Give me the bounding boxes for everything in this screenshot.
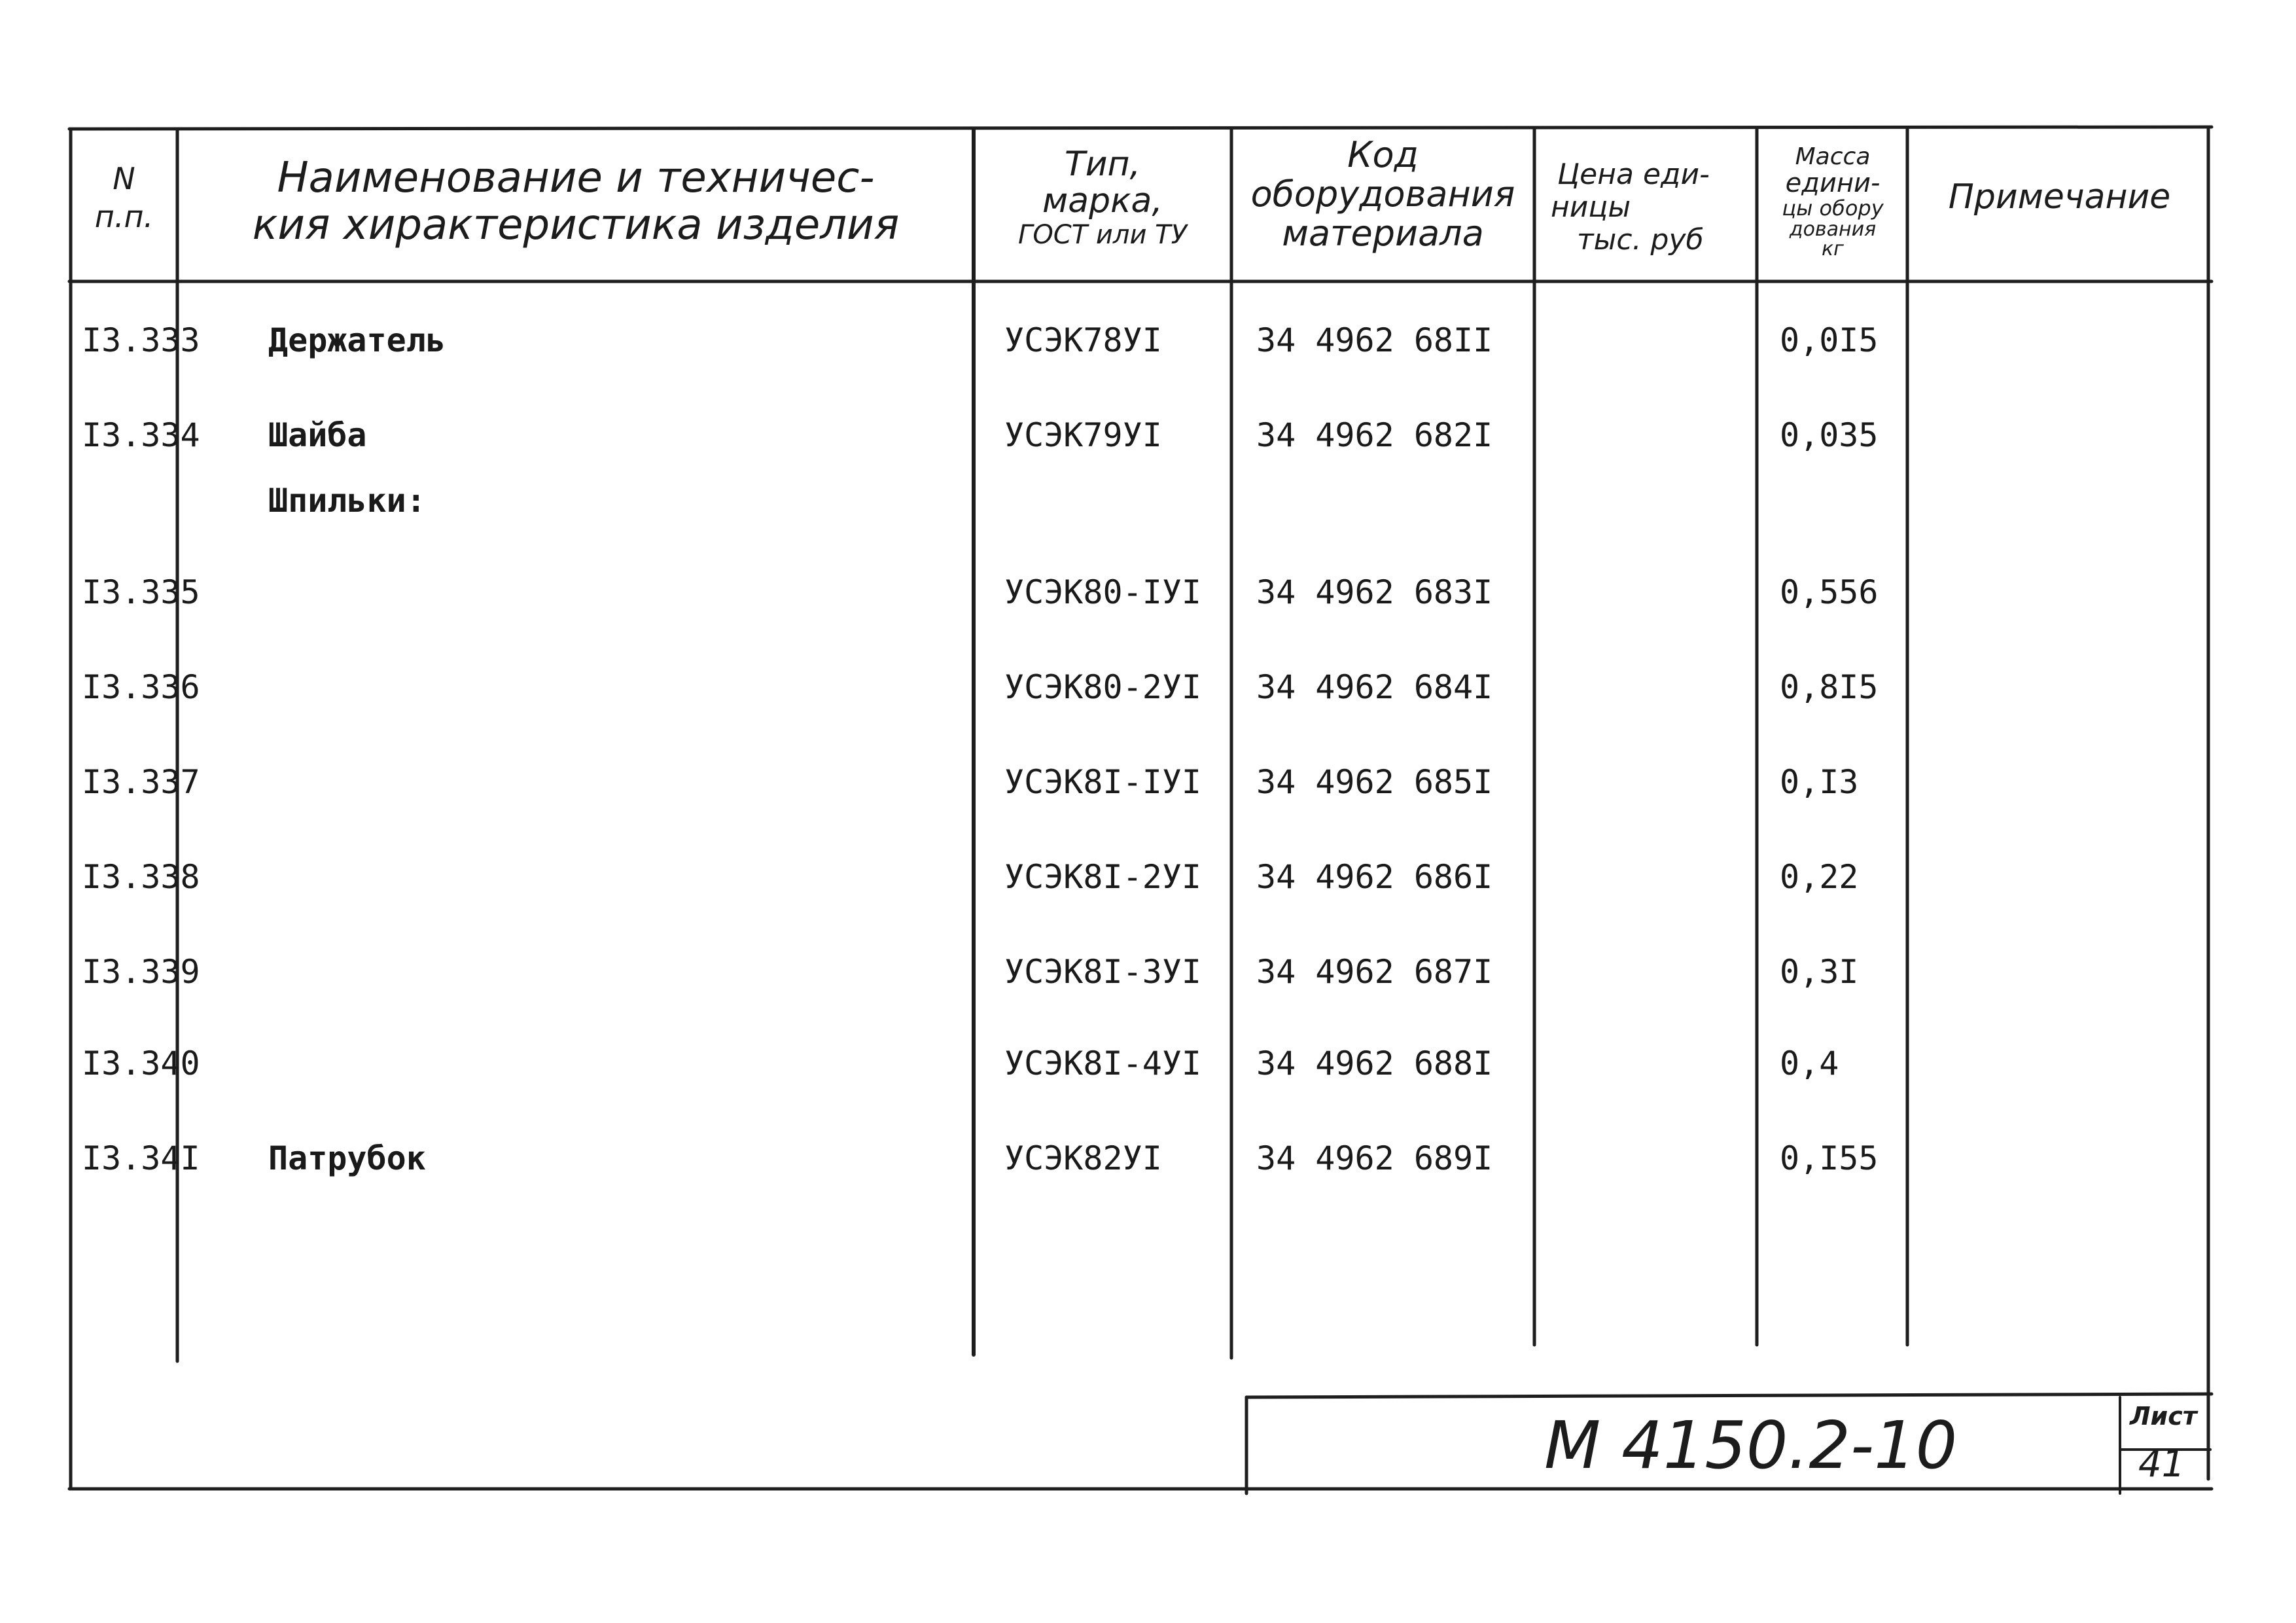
row-mass: 0,I3 — [1780, 763, 1859, 801]
row-num: I3.34I — [82, 1139, 200, 1177]
header-price — [1538, 160, 1754, 255]
header-mass-line1: Масса — [1795, 143, 1871, 170]
header-type — [976, 147, 1229, 248]
header-type-line1: Тип, — [1064, 145, 1141, 184]
header-code-line2: оборудования — [1250, 173, 1515, 215]
row-name: Шайба — [268, 416, 367, 454]
header-code — [1234, 134, 1532, 254]
row-num: I3.333 — [82, 321, 200, 359]
document-designation: М 4150.2-10 — [1544, 1407, 1958, 1484]
row-num: I3.334 — [82, 416, 200, 454]
row-mass: 0,8I5 — [1780, 668, 1879, 706]
row-mass: 0,0I5 — [1780, 321, 1879, 359]
row-code: 34 4962 682I — [1256, 416, 1493, 454]
header-name-line2: кия хирактеристика изделия — [252, 201, 900, 249]
row-num: I3.337 — [82, 763, 200, 801]
header-mass-line5: кг — [1822, 238, 1844, 260]
header-mass-line4: дования — [1789, 218, 1877, 241]
header-mass-line2: едини- — [1785, 168, 1881, 198]
row-mass: 0,4 — [1780, 1044, 1839, 1082]
row-type: УСЭК8I-4УI — [1004, 1044, 1202, 1082]
row-mass: 0,556 — [1780, 573, 1879, 611]
row-type: УСЭК8I-2УI — [1004, 858, 1202, 896]
row-type: УСЭК79УI — [1004, 416, 1162, 454]
header-num — [73, 161, 175, 234]
header-name — [183, 154, 968, 249]
header-price-line3: тыс. руб — [1577, 223, 1704, 257]
row-type: УСЭК82УI — [1004, 1139, 1162, 1177]
row-type: УСЭК8I-IУI — [1004, 763, 1202, 801]
row-num: I3.339 — [82, 953, 200, 991]
row-type: УСЭК8I-3УI — [1004, 953, 1202, 991]
row-name: Держатель — [268, 321, 446, 359]
row-code: 34 4962 686I — [1256, 858, 1493, 896]
header-type-line2: марка, — [1042, 181, 1163, 221]
header-code-line3: материала — [1282, 213, 1484, 254]
row-name: Патрубок — [268, 1139, 426, 1177]
row-code: 34 4962 684I — [1256, 668, 1493, 706]
header-mass-line3: цы обору — [1782, 196, 1884, 221]
row-code: 34 4962 68II — [1256, 321, 1493, 359]
row-num: I3.340 — [82, 1044, 200, 1082]
row-num: I3.335 — [82, 573, 200, 611]
header-price-line2: ницы — [1551, 190, 1631, 224]
sheet-label: Лист — [2130, 1402, 2197, 1431]
row-type: УСЭК78УI — [1004, 321, 1162, 359]
row-type: УСЭК80-2УI — [1004, 668, 1202, 706]
row-type: УСЭК80-IУI — [1004, 573, 1202, 611]
row-code: 34 4962 689I — [1256, 1139, 1493, 1177]
row-code: 34 4962 685I — [1256, 763, 1493, 801]
header-name-line1: Наименование и техничес- — [277, 154, 875, 202]
row-code: 34 4962 687I — [1256, 953, 1493, 991]
header-code-line1: Код — [1347, 134, 1419, 175]
row-mass: 0,I55 — [1780, 1139, 1879, 1177]
row-code: 34 4962 688I — [1256, 1044, 1493, 1082]
header-type-line3: ГОСТ или ТУ — [1018, 220, 1187, 250]
row-num: I3.336 — [82, 668, 200, 706]
row-mass: 0,3I — [1780, 953, 1859, 991]
header-price-line1: Цена еди- — [1557, 158, 1710, 191]
header-num-line1: N — [113, 161, 135, 196]
header-note: Примечание — [1948, 177, 2171, 217]
row-code: 34 4962 683I — [1256, 573, 1493, 611]
header-num-line2: п.п. — [94, 199, 154, 234]
row-mass: 0,22 — [1780, 858, 1859, 896]
row-mass: 0,035 — [1780, 416, 1879, 454]
row-name: Шпильки: — [268, 482, 426, 520]
row-num: I3.338 — [82, 858, 200, 896]
header-mass — [1760, 145, 1905, 259]
sheet-number: 41 — [2138, 1443, 2185, 1486]
